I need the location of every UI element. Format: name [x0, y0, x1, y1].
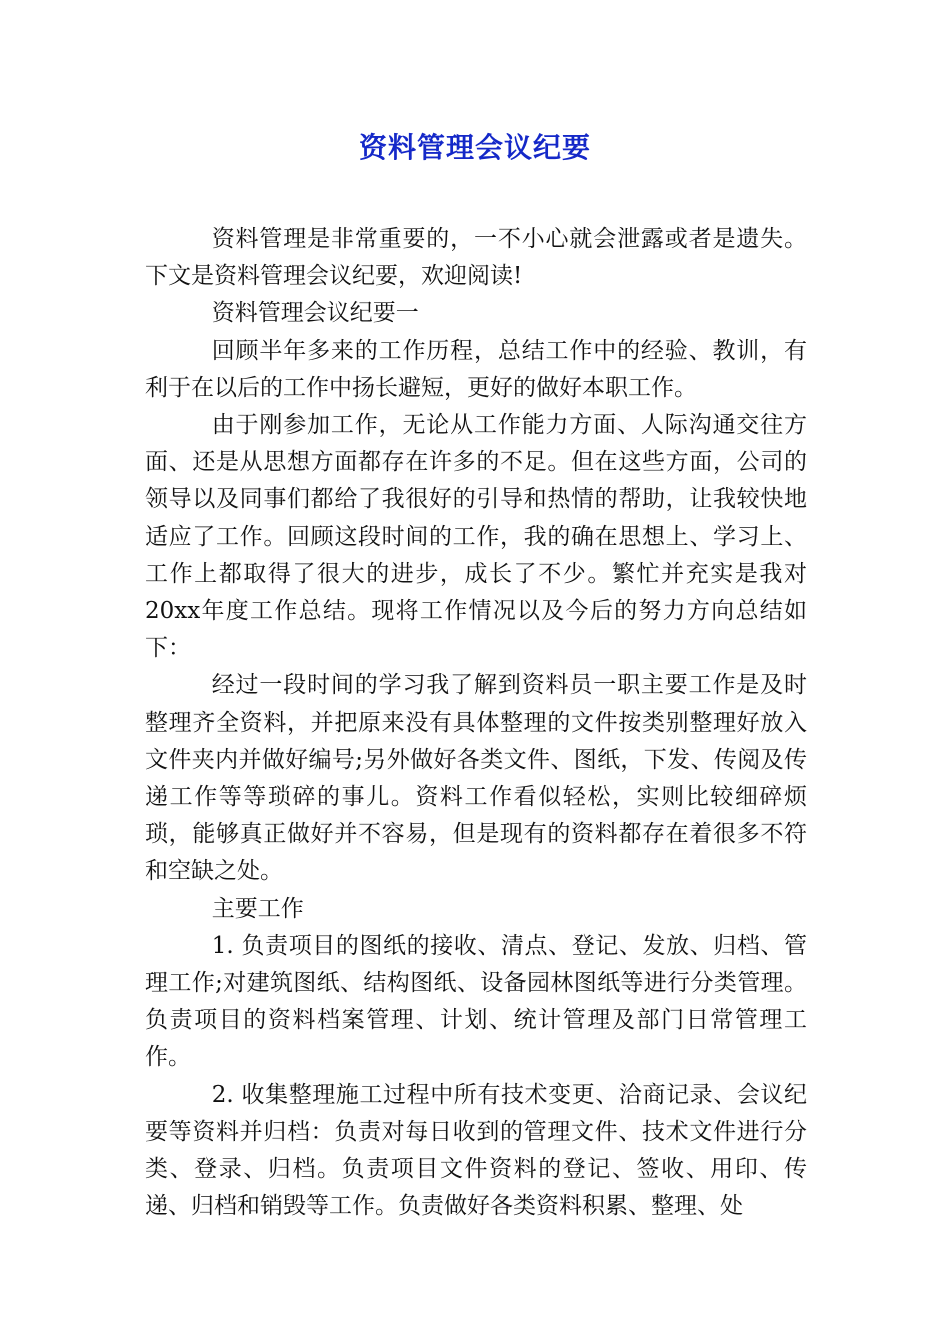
document-body [145, 221, 807, 1225]
paragraph-duties-overview: 经过一段时间的学习我了解到资料员一职主要工作是及时整理齐全资料，并把原来没有具体整理的文件按类别整理好放入文件夹内并做好编号;另外做好各类文件、图纸，下发、传阅及传递工作等等琐碎的事儿。资料工作看似轻松，实则比较细碎烦琐，能够真正做好并不容易，但是现有的资料都存在着很多不符和空缺之处。 [145, 672, 807, 885]
document-title: 资料管理会议纪要 [358, 131, 591, 164]
paragraph-review: 回顾半年多来的工作历程，总结工作中的经验、教训，有利于在以后的工作中扬长避短，更好的做好本职工作。 [145, 337, 807, 401]
paragraph-item-1: 1. 负责项目的图纸的接收、清点、登记、发放、归档、管理工作;对建筑图纸、结构图纸、设备园林图纸等进行分类管理。负责项目的资料档案管理、计划、统计管理及部门日常管理工作。 [145, 932, 807, 1071]
paragraph-main-work-heading: 主要工作 [211, 895, 304, 922]
paragraph-intro: 资料管理是非常重要的，一不小心就会泄露或者是遗失。下文是资料管理会议纪要，欢迎阅读! [145, 226, 807, 290]
paragraph-background: 由于刚参加工作，无论从工作能力方面、人际沟通交往方面、还是从思想方面都存在许多的不足。但在这些方面，公司的领导以及同事们都给了我很好的引导和热情的帮助，让我较快地适应了工作。回顾这段时间的工作，我的确在思想上、学习上、工作上都取得了很大的进步，成长了不少。繁忙并充实是我对20xx年度工作总结。现将工作情况以及今后的努力方向总结如下： [145, 412, 807, 662]
paragraph-section-heading: 资料管理会议纪要一 [211, 300, 419, 327]
paragraph-item-2: 2. 收集整理施工过程中所有技术变更、洽商记录、会议纪要等资料并归档：负责对每日收到的管理文件、技术文件进行分类、登录、归档。负责项目文件资料的登记、签收、用印、传递、归档和销毁等工作。负责做好各类资料积累、整理、处 [145, 1081, 807, 1220]
